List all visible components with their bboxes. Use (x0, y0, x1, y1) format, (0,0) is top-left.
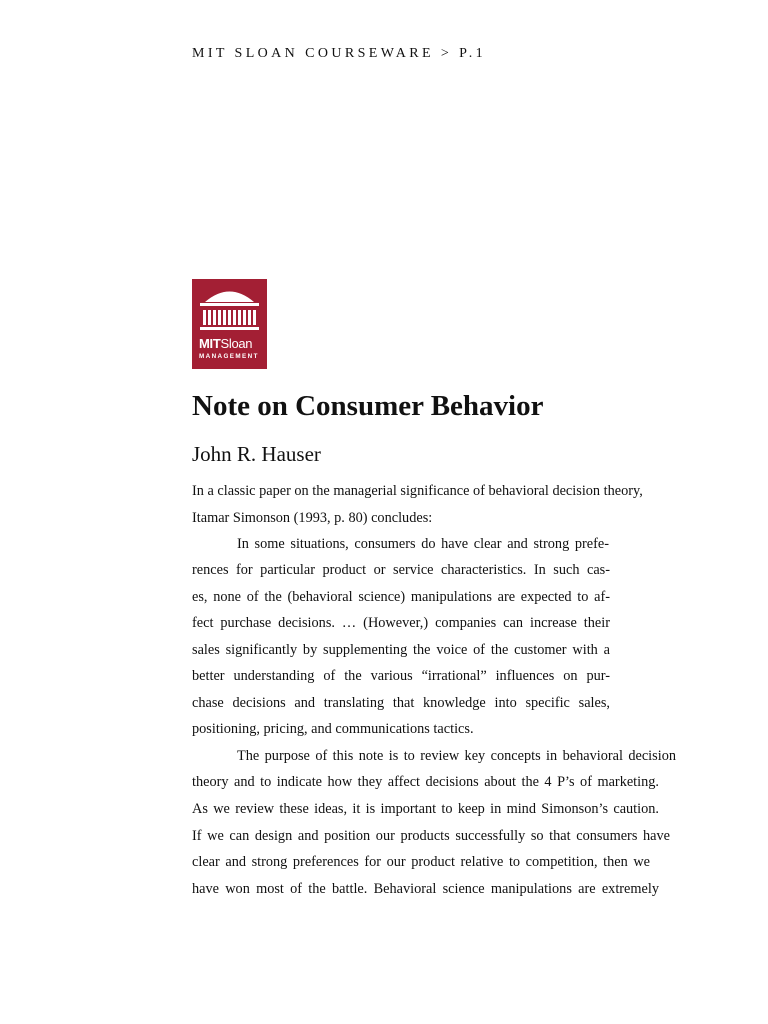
body-line: have won most of the battle. Behavioral science manipulations are extremely (192, 881, 659, 897)
document-title: Note on Consumer Behavior (192, 390, 544, 422)
body-line: If we can design and position our products successfully so that consumers have (192, 828, 670, 844)
intro-line: In a classic paper on the managerial significance of behavioral decision theory, (192, 483, 643, 499)
intro-line: Itamar Simonson (1993, p. 80) concludes: (192, 510, 433, 526)
logo-wordmark (199, 337, 252, 350)
quote-line: positioning, pricing, and communications tactics. (192, 721, 474, 737)
logo-mit: MIT (199, 336, 221, 351)
running-head: MIT SLOAN COURSEWARE > P.1 (192, 46, 487, 61)
quote-line: better understanding of the various “irrational” influences on pur- (192, 668, 610, 684)
logo-subtitle: MANAGEMENT (199, 353, 259, 360)
body-line: The purpose of this note is to review key concepts in behavioral decision (237, 748, 676, 764)
quote-line: In some situations, consumers do have clear and strong prefe- (237, 536, 609, 552)
body-line: theory and to indicate how they affect decisions about the 4 P’s of marketing. (192, 774, 659, 790)
quote-line: chase decisions and translating that knowledge into specific sales, (192, 695, 610, 711)
body-line: As we review these ideas, it is important to keep in mind Simonson’s caution. (192, 801, 659, 817)
quote-line: es, none of the (behavioral science) manipulations are expected to af- (192, 589, 610, 605)
mit-sloan-logo (192, 279, 267, 369)
document-author: John R. Hauser (192, 442, 321, 466)
dome-building-icon (192, 279, 267, 337)
logo-sloan: Sloan (220, 336, 253, 351)
quote-line: fect purchase decisions. … (However,) companies can increase their (192, 615, 610, 631)
quote-line: sales significantly by supplementing the voice of the customer with a (192, 642, 610, 658)
quote-line: rences for particular product or service characteristics. In such cas- (192, 562, 610, 578)
body-line: clear and strong preferences for our product relative to competition, then we (192, 854, 650, 870)
